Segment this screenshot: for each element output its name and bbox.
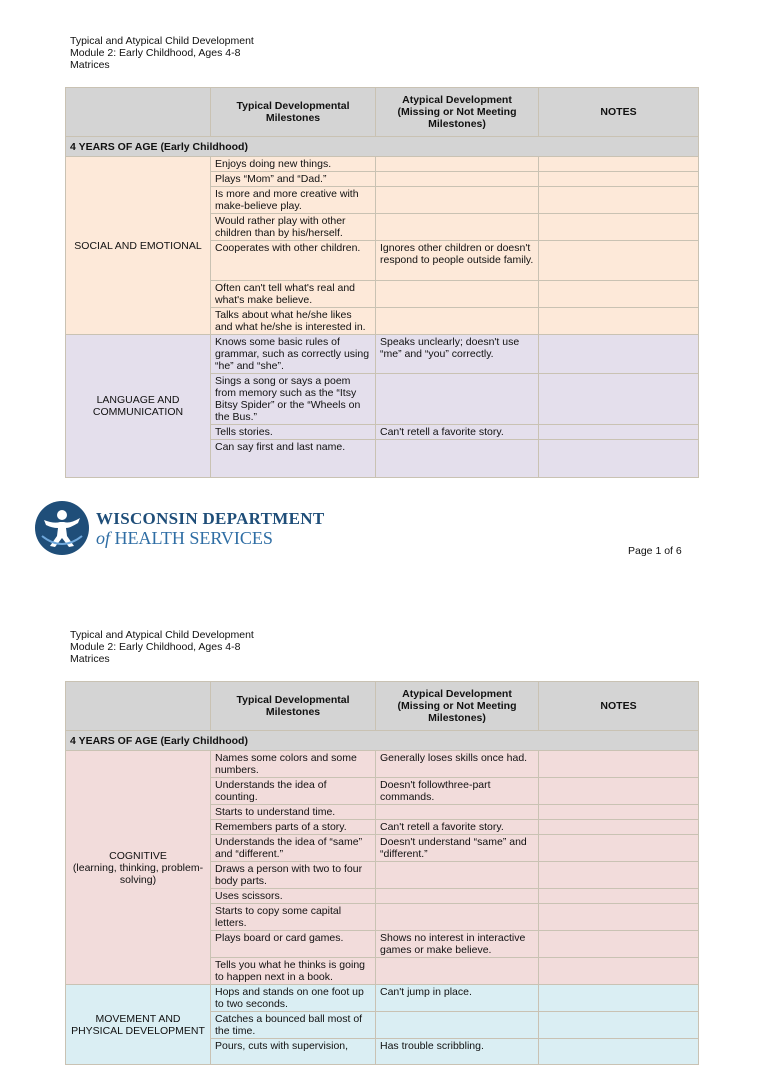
atypical-cell — [376, 187, 539, 214]
column-header-atypical: Atypical Development (Missing or Not Meeting Milestones) — [376, 682, 539, 731]
notes-cell — [539, 425, 699, 440]
page-number: Page 1 of 6 — [628, 545, 682, 557]
typical-cell: Catches a bounced ball most of the time. — [211, 1012, 376, 1039]
notes-cell — [539, 440, 699, 478]
notes-cell — [539, 214, 699, 241]
atypical-cell: Doesn't followthree-part commands. — [376, 778, 539, 805]
typical-cell: Can say first and last name. — [211, 440, 376, 478]
domain-label-movement: MOVEMENT AND PHYSICAL DEVELOPMENT — [66, 985, 211, 1065]
typical-cell: Is more and more creative with make-believe play. — [211, 187, 376, 214]
logo-line1: WISCONSIN DEPARTMENT — [96, 508, 325, 528]
header-module: Module 2: Early Childhood, Ages 4-8 — [70, 47, 241, 59]
typical-cell: Would rather play with other children than by his/herself. — [211, 214, 376, 241]
typical-cell: Pours, cuts with supervision, — [211, 1039, 376, 1065]
notes-cell — [539, 751, 699, 778]
notes-cell — [539, 374, 699, 425]
atypical-cell: Doesn't understand “same” and “different.” — [376, 835, 539, 862]
domain-label-social: SOCIAL AND EMOTIONAL — [66, 157, 211, 335]
logo-line2-rest: HEALTH SERVICES — [114, 527, 273, 548]
atypical-cell: Generally loses skills once had. — [376, 751, 539, 778]
notes-cell — [539, 308, 699, 335]
notes-cell — [539, 958, 699, 985]
notes-cell — [539, 835, 699, 862]
typical-cell: Tells you what he thinks is going to happen next in a book. — [211, 958, 376, 985]
atypical-cell — [376, 374, 539, 425]
typical-cell: Often can't tell what's real and what's make believe. — [211, 281, 376, 308]
domain-title: COGNITIVE — [109, 849, 167, 862]
domain-subtitle: (learning, thinking, problem-solving) — [72, 861, 204, 886]
notes-cell — [539, 985, 699, 1012]
atypical-cell — [376, 308, 539, 335]
notes-cell — [539, 778, 699, 805]
atypical-cell — [376, 958, 539, 985]
page1-header — [70, 35, 254, 71]
notes-cell — [539, 820, 699, 835]
atypical-cell: Shows no interest in interactive games or make believe. — [376, 931, 539, 958]
header-title: Typical and Atypical Child Development — [70, 629, 254, 641]
domain-label-language: LANGUAGE AND COMMUNICATION — [66, 335, 211, 478]
typical-cell: Hops and stands on one foot up to two seconds. — [211, 985, 376, 1012]
atypical-cell: Can't retell a favorite story. — [376, 820, 539, 835]
column-header-notes: NOTES — [539, 88, 699, 137]
atypical-cell — [376, 862, 539, 889]
typical-cell: Tells stories. — [211, 425, 376, 440]
typical-cell: Understands the idea of “same” and “different.” — [211, 835, 376, 862]
logo-of: of — [96, 527, 111, 548]
notes-cell — [539, 889, 699, 904]
age-heading: 4 YEARS OF AGE (Early Childhood) — [66, 731, 699, 751]
atypical-cell: Has trouble scribbling. — [376, 1039, 539, 1065]
typical-cell: Understands the idea of counting. — [211, 778, 376, 805]
column-header-domain — [66, 682, 211, 731]
atypical-cell — [376, 440, 539, 478]
typical-cell: Plays board or card games. — [211, 931, 376, 958]
typical-cell: Remembers parts of a story. — [211, 820, 376, 835]
notes-cell — [539, 157, 699, 172]
atypical-cell: Speaks unclearly; doesn't use “me” and “you” correctly. — [376, 335, 539, 374]
typical-cell: Sings a song or says a poem from memory such as the “Itsy Bitsy Spider” or the “Wheels on the Bus.” — [211, 374, 376, 425]
notes-cell — [539, 931, 699, 958]
typical-cell: Starts to copy some capital letters. — [211, 904, 376, 931]
column-header-domain — [66, 88, 211, 137]
typical-cell: Plays “Mom” and “Dad.” — [211, 172, 376, 187]
age-heading: 4 YEARS OF AGE (Early Childhood) — [66, 137, 699, 157]
typical-cell: Knows some basic rules of grammar, such as correctly using “he” and “she”. — [211, 335, 376, 374]
notes-cell — [539, 281, 699, 308]
notes-cell — [539, 241, 699, 281]
header-title: Typical and Atypical Child Development — [70, 35, 254, 47]
header-subtitle: Matrices — [70, 59, 110, 71]
typical-cell: Talks about what he/she likes and what he/she is interested in. — [211, 308, 376, 335]
domain-label-cognitive — [66, 751, 211, 985]
header-subtitle: Matrices — [70, 653, 110, 665]
matrix-table-page2 — [65, 681, 699, 1065]
notes-cell — [539, 172, 699, 187]
typical-cell: Uses scissors. — [211, 889, 376, 904]
column-header-atypical: Atypical Development (Missing or Not Meeting Milestones) — [376, 88, 539, 137]
atypical-cell — [376, 1012, 539, 1039]
atypical-cell — [376, 214, 539, 241]
typical-cell: Starts to understand time. — [211, 805, 376, 820]
notes-cell — [539, 805, 699, 820]
atypical-cell — [376, 172, 539, 187]
notes-cell — [539, 187, 699, 214]
dhs-emblem-icon — [34, 500, 90, 556]
atypical-cell — [376, 157, 539, 172]
dhs-wordmark — [96, 509, 324, 548]
notes-cell — [539, 1039, 699, 1065]
typical-cell: Cooperates with other children. — [211, 241, 376, 281]
typical-cell: Draws a person with two to four body parts. — [211, 862, 376, 889]
matrix-table-page1 — [65, 87, 699, 478]
typical-cell: Names some colors and some numbers. — [211, 751, 376, 778]
page2-header — [70, 629, 254, 665]
atypical-cell — [376, 805, 539, 820]
notes-cell — [539, 1012, 699, 1039]
atypical-cell — [376, 889, 539, 904]
atypical-cell: Can't retell a favorite story. — [376, 425, 539, 440]
atypical-cell: Ignores other children or doesn't respond to people outside family. — [376, 241, 539, 281]
notes-cell — [539, 335, 699, 374]
atypical-cell — [376, 281, 539, 308]
header-module: Module 2: Early Childhood, Ages 4-8 — [70, 641, 241, 653]
notes-cell — [539, 904, 699, 931]
dhs-logo — [34, 500, 324, 556]
column-header-typical: Typical Developmental Milestones — [211, 88, 376, 137]
atypical-cell — [376, 904, 539, 931]
typical-cell: Enjoys doing new things. — [211, 157, 376, 172]
column-header-notes: NOTES — [539, 682, 699, 731]
logo-line2 — [96, 528, 324, 548]
atypical-cell: Can't jump in place. — [376, 985, 539, 1012]
column-header-typical: Typical Developmental Milestones — [211, 682, 376, 731]
notes-cell — [539, 862, 699, 889]
